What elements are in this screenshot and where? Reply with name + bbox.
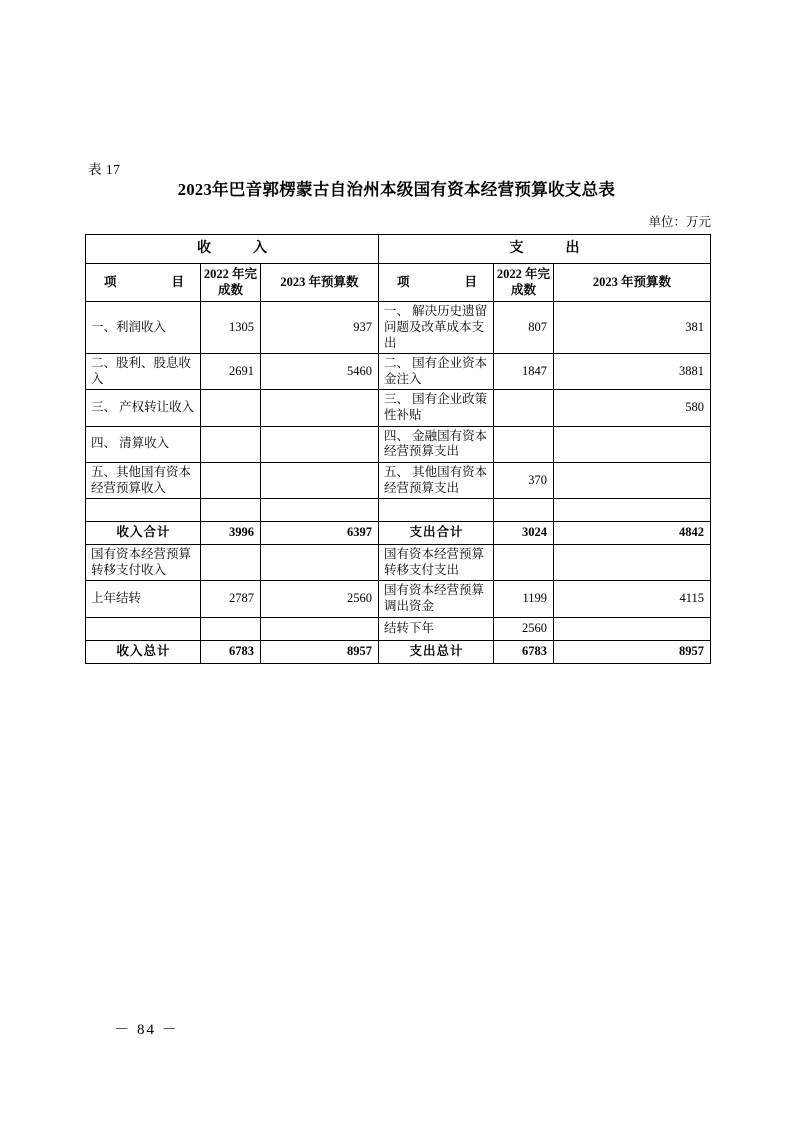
budget-table	[85, 234, 711, 664]
income-item: 国有资本经营预算转移支付收入	[86, 545, 201, 581]
expense-2023: 3881	[554, 354, 711, 390]
expense-2023	[554, 617, 711, 640]
income-2023	[261, 499, 379, 522]
table-row	[86, 617, 711, 640]
expense-item: 支出合计	[379, 522, 494, 545]
income-2023	[261, 462, 379, 498]
income-2022: 3996	[201, 522, 261, 545]
table-group-header-row	[86, 235, 711, 264]
income-2023: 8957	[261, 640, 379, 663]
page-title: 2023年巴音郭楞蒙古自治州本级国有资本经营预算收支总表	[177, 180, 616, 199]
income-item: 三、 产权转让收入	[86, 390, 201, 426]
expense-item: 四、 金融国有资本经营预算支出	[379, 426, 494, 462]
income-item: 上年结转	[86, 581, 201, 617]
income-2023	[261, 617, 379, 640]
income-2022	[201, 545, 261, 581]
expense-item: 国有资本经营预算转移支付支出	[379, 545, 494, 581]
table-label: 表 17	[88, 162, 121, 177]
col-header-expense-item: 项 目	[379, 264, 494, 302]
expense-item: 支出总计	[379, 640, 494, 663]
income-2022: 1305	[201, 302, 261, 354]
expense-2023	[554, 545, 711, 581]
income-item: 四、 清算收入	[86, 426, 201, 462]
expense-2022: 3024	[494, 522, 554, 545]
income-item: 二、股利、股息收入	[86, 354, 201, 390]
expense-2022: 2560	[494, 617, 554, 640]
col-header-expense-2022: 2022 年完成数	[494, 264, 554, 302]
income-item: 收入总计	[86, 640, 201, 663]
income-group-header: 收 入	[86, 235, 379, 264]
table-row	[86, 545, 711, 581]
expense-2022	[494, 545, 554, 581]
expense-item: 三、 国有企业政策性补贴	[379, 390, 494, 426]
expense-item	[379, 499, 494, 522]
expense-2022: 6783	[494, 640, 554, 663]
income-2022	[201, 617, 261, 640]
income-2022: 2691	[201, 354, 261, 390]
income-2023: 6397	[261, 522, 379, 545]
income-item: 五、其他国有资本经营预算收入	[86, 462, 201, 498]
table-row	[86, 302, 711, 354]
expense-item: 二、 国有企业资本金注入	[379, 354, 494, 390]
income-2023	[261, 545, 379, 581]
col-header-income-2022: 2022 年完成数	[201, 264, 261, 302]
income-2023	[261, 426, 379, 462]
expense-item: 一、 解决历史遗留问题及改革成本支出	[379, 302, 494, 354]
page-number-text: － 84 －	[114, 1022, 179, 1038]
col-header-income-2023: 2023 年预算数	[261, 264, 379, 302]
income-2022: 6783	[201, 640, 261, 663]
income-2022	[201, 426, 261, 462]
expense-2022	[494, 499, 554, 522]
table-row	[86, 390, 711, 426]
income-2023: 2560	[261, 581, 379, 617]
income-2022: 2787	[201, 581, 261, 617]
expense-2023: 4115	[554, 581, 711, 617]
expense-2022: 807	[494, 302, 554, 354]
table-row	[86, 426, 711, 462]
table-row	[86, 462, 711, 498]
col-header-expense-2023: 2023 年预算数	[554, 264, 711, 302]
expense-2023	[554, 499, 711, 522]
expense-2022	[494, 390, 554, 426]
expense-2023	[554, 426, 711, 462]
expense-2023: 8957	[554, 640, 711, 663]
table-row	[86, 581, 711, 617]
income-item	[86, 617, 201, 640]
expense-item: 五、 其他国有资本经营预算支出	[379, 462, 494, 498]
expense-item: 国有资本经营预算调出资金	[379, 581, 494, 617]
expense-2023: 580	[554, 390, 711, 426]
expense-2023: 381	[554, 302, 711, 354]
expense-2022: 1199	[494, 581, 554, 617]
unit-note: 单位：万元	[648, 215, 711, 229]
expense-item: 结转下年	[379, 617, 494, 640]
income-item: 一、利润收入	[86, 302, 201, 354]
page-number	[0, 1018, 793, 1039]
table-row-subtotal	[86, 522, 711, 545]
expense-2022: 370	[494, 462, 554, 498]
expense-2022	[494, 426, 554, 462]
income-2022	[201, 462, 261, 498]
expense-2022: 1847	[494, 354, 554, 390]
income-2022	[201, 390, 261, 426]
table-row	[86, 499, 711, 522]
expense-group-header: 支 出	[379, 235, 711, 264]
income-2023: 5460	[261, 354, 379, 390]
income-item: 收入合计	[86, 522, 201, 545]
table-row-grandtotal	[86, 640, 711, 663]
income-2023	[261, 390, 379, 426]
income-item	[86, 499, 201, 522]
table-row	[86, 354, 711, 390]
expense-2023	[554, 462, 711, 498]
income-2022	[201, 499, 261, 522]
col-header-income-item: 项 目	[86, 264, 201, 302]
income-2023: 937	[261, 302, 379, 354]
expense-2023: 4842	[554, 522, 711, 545]
table-column-header-row	[86, 264, 711, 302]
